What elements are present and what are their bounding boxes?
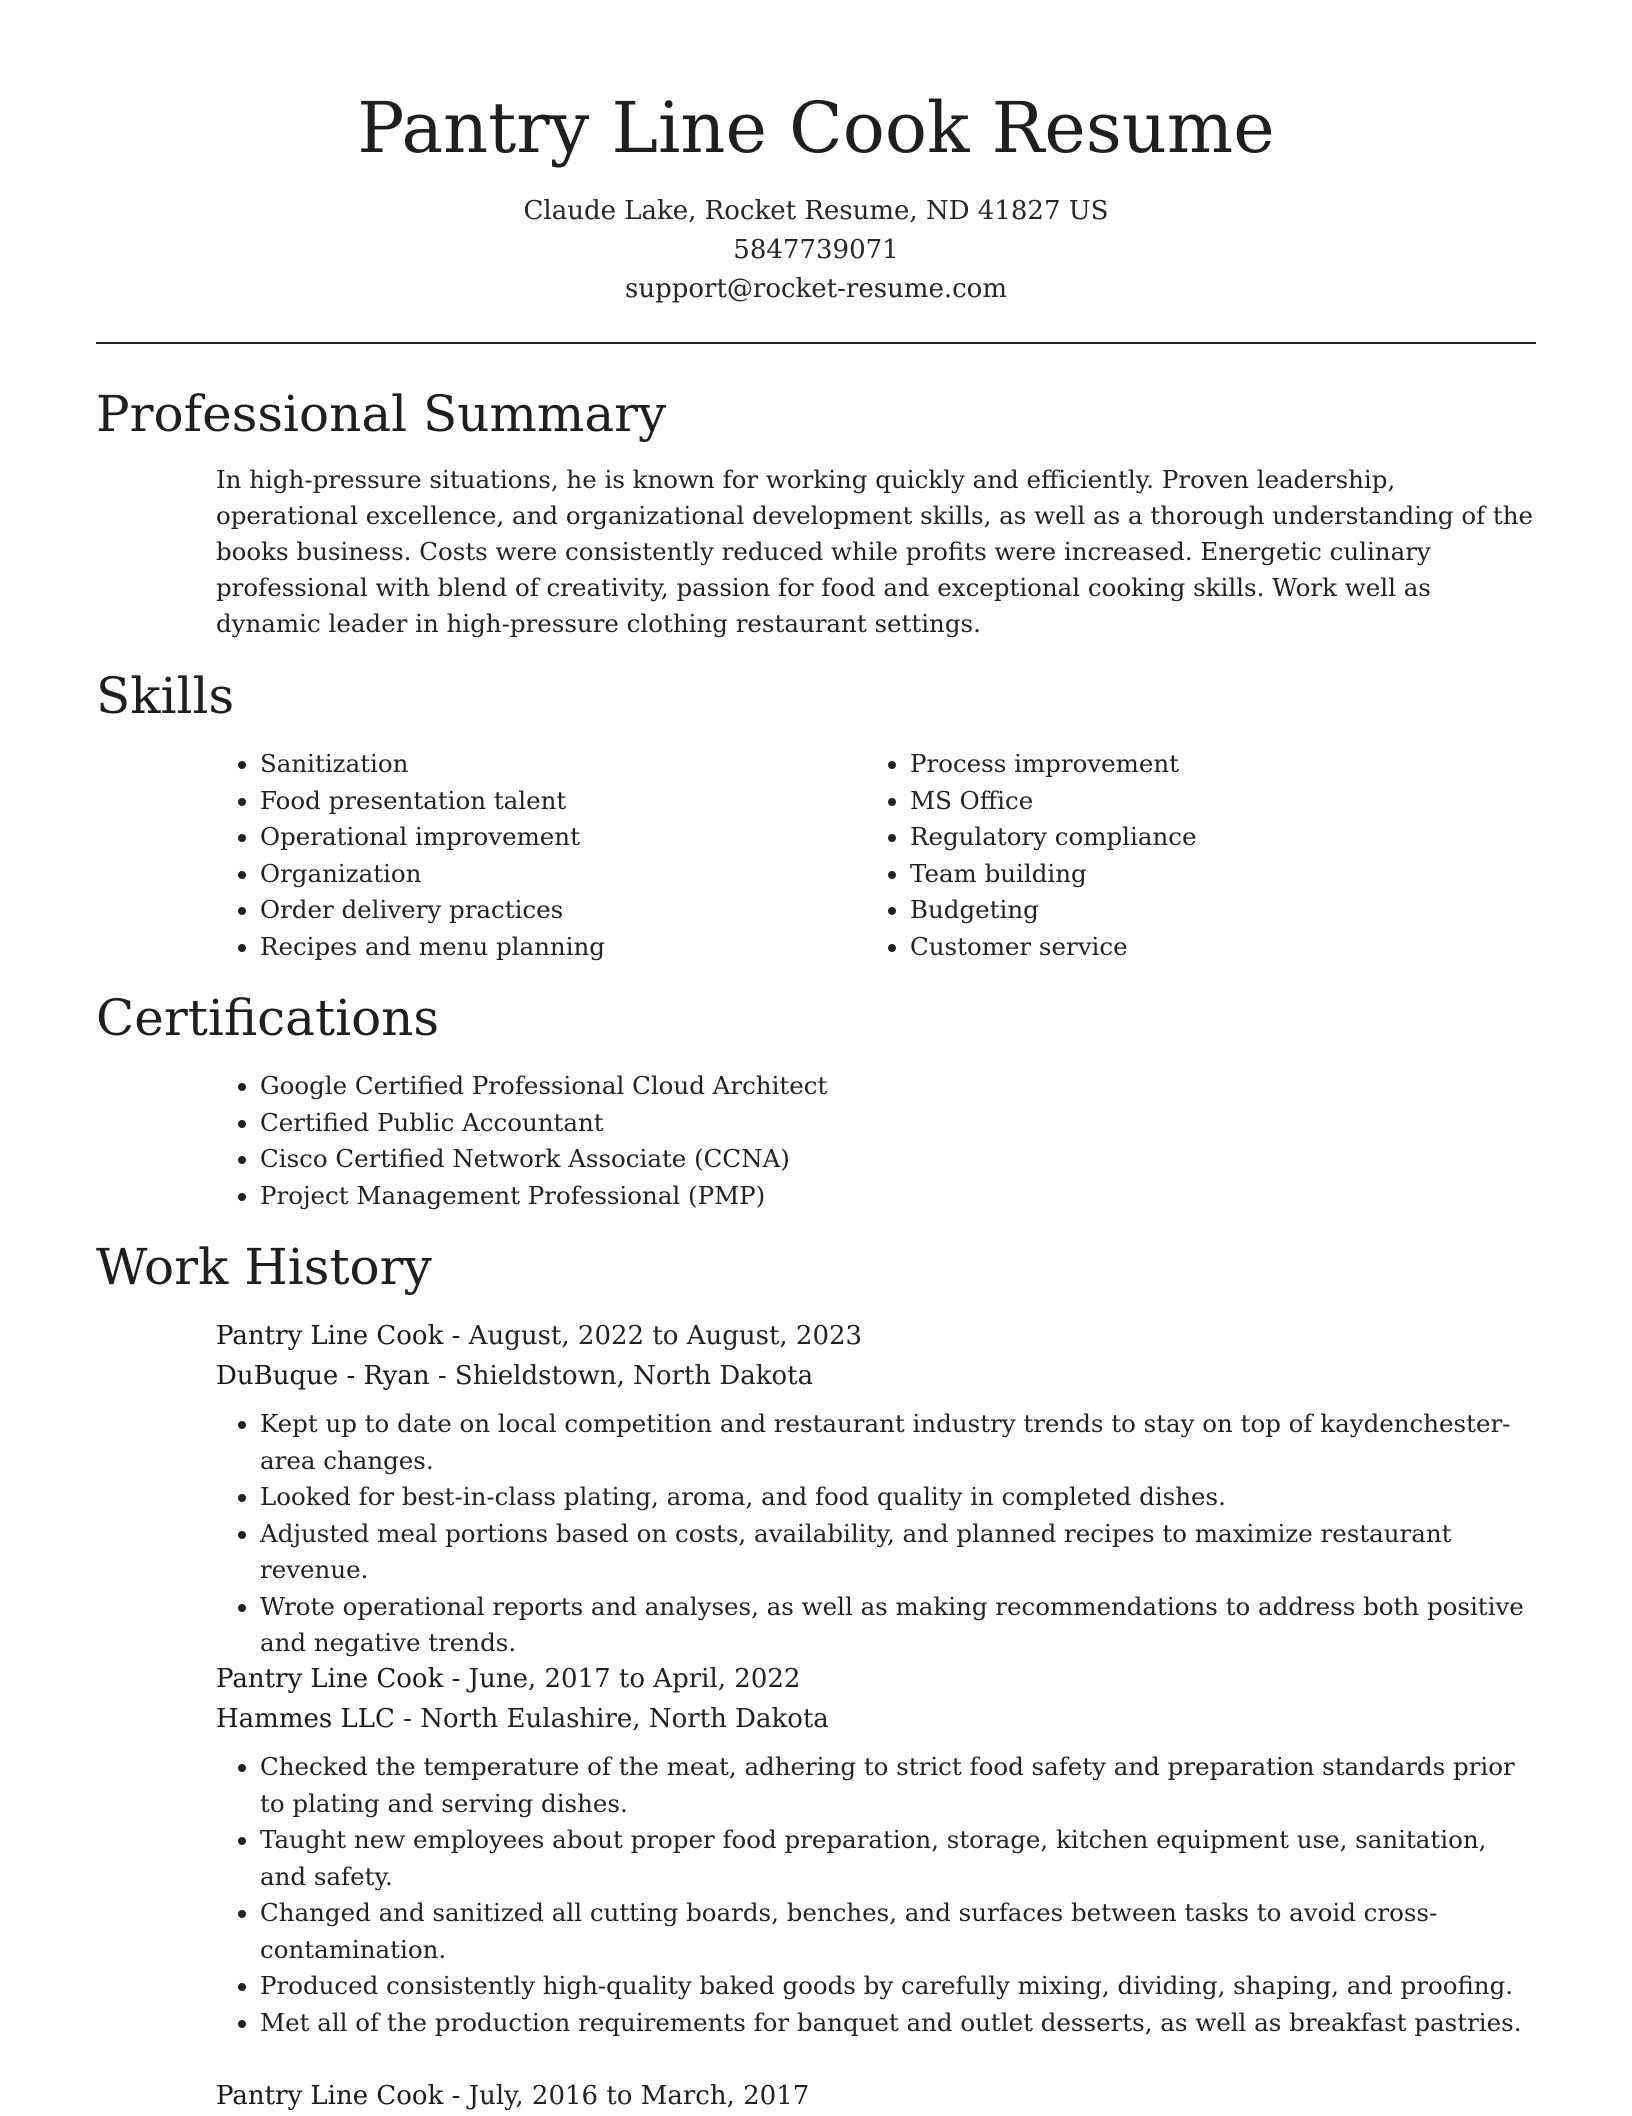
resume-title: Pantry Line Cook Resume — [357, 87, 1275, 169]
job-location: North Eulashire, North Dakota — [420, 1704, 829, 1734]
certification-item: • Cisco Certified Network Associate (CCNA) — [260, 1141, 1536, 1178]
contact-address: Claude Lake, Rocket Resume, ND 41827 US — [523, 196, 1109, 226]
certification-item: • Certified Public Accountant — [260, 1105, 1536, 1142]
job-title: Pantry Line Cook — [216, 2081, 444, 2111]
certifications-list — [216, 1068, 1536, 1214]
job-bullet: • Kept up to date on local competition and restaurant industry trends to stay on top of kaydenchester-area changes. — [260, 1406, 1536, 1479]
skill-item: • Regulatory compliance — [910, 819, 1486, 856]
skill-item: • Budgeting — [910, 892, 1486, 929]
contact-phone: 5847739071 — [733, 235, 899, 265]
skills-heading: Skills — [96, 667, 235, 725]
skill-item: • Recipes and menu planning — [260, 929, 836, 966]
job-title: Pantry Line Cook — [216, 1321, 444, 1351]
job-title-line: Pantry Line Cook - June, 2017 to April, 2022 — [216, 1664, 801, 1694]
job-entry — [216, 2076, 1536, 2116]
skill-item: • Organization — [260, 856, 836, 893]
skill-item: • Sanitization — [260, 746, 836, 783]
job-company-line: Hammes LLC - North Eulashire, North Dakota — [216, 1704, 829, 1734]
job-bullet: • Adjusted meal portions based on costs, availability, and planned recipes to maximize restaurant revenue. — [260, 1516, 1536, 1589]
summary-heading: Professional Summary — [96, 385, 667, 443]
job-company: Hammes LLC — [216, 1704, 395, 1734]
job-entry — [216, 1316, 1536, 1662]
job-location: Shieldstown, North Dakota — [454, 1361, 814, 1391]
certification-item: • Google Certified Professional Cloud Architect — [260, 1068, 1536, 1105]
job-dates: August, 2022 to August, 2023 — [468, 1321, 863, 1351]
skill-item: • Order delivery practices — [260, 892, 836, 929]
skill-item: • Customer service — [910, 929, 1486, 966]
certification-item: • Project Management Professional (PMP) — [260, 1178, 1536, 1215]
job-dates: July, 2016 to March, 2017 — [468, 2081, 810, 2111]
contact-email: support@rocket-resume.com — [624, 274, 1007, 304]
job-company: DuBuque - Ryan — [216, 1361, 430, 1391]
job-title-line: Pantry Line Cook - July, 2016 to March, 2017 — [216, 2081, 810, 2111]
job-bullet: • Met all of the production requirements for banquet and outlet desserts, as well as breakfast pastries. — [260, 2005, 1536, 2042]
skill-item: • Team building — [910, 856, 1486, 893]
skill-item: • MS Office — [910, 783, 1486, 820]
skills-column-right — [866, 746, 1486, 965]
skills-column-left — [216, 746, 836, 965]
contact-block — [0, 192, 1632, 309]
job-dates: June, 2017 to April, 2022 — [468, 1664, 801, 1694]
skill-item: • Food presentation talent — [260, 783, 836, 820]
job-company-line: DuBuque - Ryan - Shieldstown, North Dakota — [216, 1361, 814, 1391]
job-bullet: • Looked for best-in-class plating, aroma, and food quality in completed dishes. — [260, 1479, 1536, 1516]
job-title-line: Pantry Line Cook - August, 2022 to August, 2023 — [216, 1321, 863, 1351]
summary-text: In high-pressure situations, he is known for working quickly and efficiently. Proven leadership, operational excellence, and organizational development skills, as well as a thorough understanding of the books business. Costs were consistently reduced while profits were increased. Energetic culinary professional with blend of creativity, passion for food and exceptional cooking skills. Work well as dynamic leader in high-pressure clothing restaurant settings. — [216, 465, 1534, 638]
job-bullet: • Wrote operational reports and analyses, as well as making recommendations to address both positive and negative trends. — [260, 1589, 1536, 1662]
skill-item: • Process improvement — [910, 746, 1486, 783]
job-entry — [216, 1659, 1536, 2041]
job-bullet: • Taught new employees about proper food preparation, storage, kitchen equipment use, sanitation, and safety. — [260, 1822, 1536, 1895]
skill-item: • Operational improvement — [260, 819, 836, 856]
job-bullet: • Checked the temperature of the meat, adhering to strict food safety and preparation standards prior to plating and serving dishes. — [260, 1749, 1536, 1822]
work-history-heading: Work History — [96, 1238, 432, 1296]
job-bullet: • Produced consistently high-quality baked goods by carefully mixing, dividing, shaping, and proofing. — [260, 1968, 1536, 2005]
job-title: Pantry Line Cook — [216, 1664, 444, 1694]
certifications-heading: Certifications — [96, 989, 440, 1047]
job-bullet: • Changed and sanitized all cutting boards, benches, and surfaces between tasks to avoid cross-contamination. — [260, 1895, 1536, 1968]
header-divider — [96, 342, 1536, 344]
